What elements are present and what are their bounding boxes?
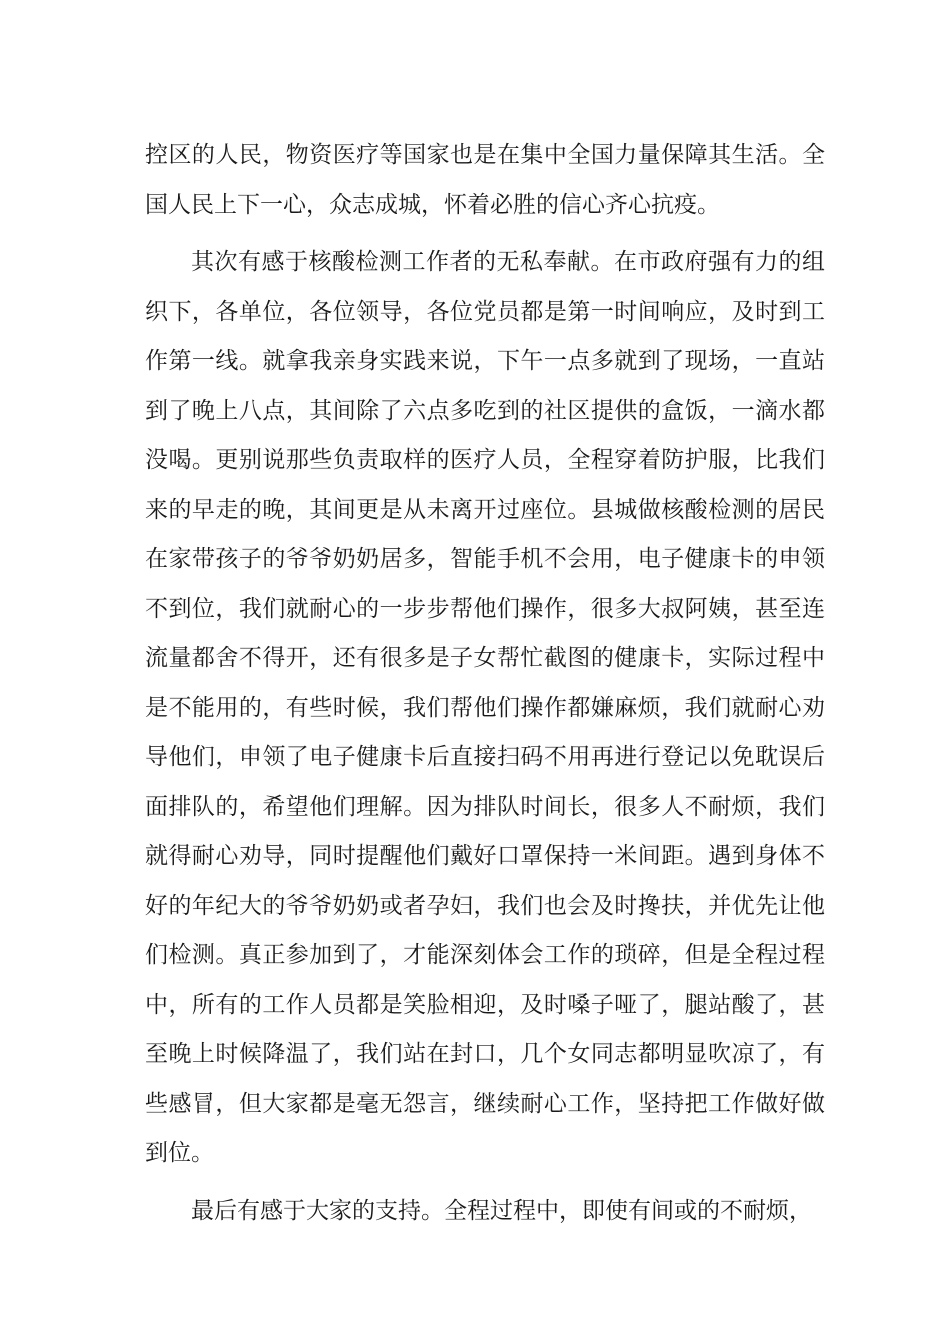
text-line: 织下，各单位，各位领导，各位党员都是第一时间响应，及时到工 [145,298,825,325]
text-line: 面排队的，希望他们理解。因为排队时间长，很多人不耐烦，我们 [145,793,825,820]
text-line: 到位。 [145,1140,214,1166]
text-line: 是不能用的，有些时候，我们帮他们操作都嫌麻烦，我们就耐心劝 [145,694,825,721]
text-line: 控区的人民，物资医疗等国家也是在集中全国力量保障其生活。全 [145,142,825,168]
text-line: 国人民上下一心，众志成城，怀着必胜的信心齐心抗疫。 [145,191,720,218]
text-line: 其次有感于核酸检测工作者的无私奉献。在市政府强有力的组 [191,249,825,275]
text-line: 们检测。真正参加到了，才能深刻体会工作的琐碎，但是全程过程 [145,942,825,968]
text-line: 来的早走的晚，其间更是从未离开过座位。县城做核酸检测的居民 [145,496,825,523]
text-line: 好的年纪大的爷爷奶奶或者孕妇，我们也会及时搀扶，并优先让他 [145,892,825,919]
paragraph-3 [145,1187,825,1237]
text-line: 些感冒，但大家都是毫无怨言，继续耐心工作，坚持把工作做好做 [145,1090,825,1117]
text-line: 流量都舍不得开，还有很多是子女帮忙截图的健康卡，实际过程中 [145,645,825,671]
text-line: 导他们，申领了电子健康卡后直接扫码不用再进行登记以免耽误后 [145,744,825,770]
text-line: 没喝。更别说那些负责取样的医疗人员，全程穿着防护服，比我们 [145,447,825,473]
text-line: 不到位，我们就耐心的一步步帮他们操作，很多大叔阿姨，甚至连 [145,595,825,622]
paragraph-2 [145,238,825,1179]
text-line: 到了晚上八点，其间除了六点多吃到的社区提供的盒饭，一滴水都 [145,397,825,424]
text-line: 中，所有的工作人员都是笑脸相迎，及时嗓子哑了，腿站酸了，甚 [145,991,825,1018]
text-line: 就得耐心劝导，同时提醒他们戴好口罩保持一米间距。遇到身体不 [145,843,825,869]
text-line: 作第一线。就拿我亲身实践来说，下午一点多就到了现场，一直站 [145,348,825,374]
text-line: 在家带孩子的爷爷奶奶居多，智能手机不会用，电子健康卡的申领 [145,546,825,572]
text-line: 至晚上时候降温了，我们站在封口，几个女同志都明显吹凉了，有 [145,1041,825,1067]
paragraph-1 [145,131,825,230]
body-text [145,131,825,1236]
text-line: 最后有感于大家的支持。全程过程中，即使有间或的不耐烦， [191,1197,812,1224]
